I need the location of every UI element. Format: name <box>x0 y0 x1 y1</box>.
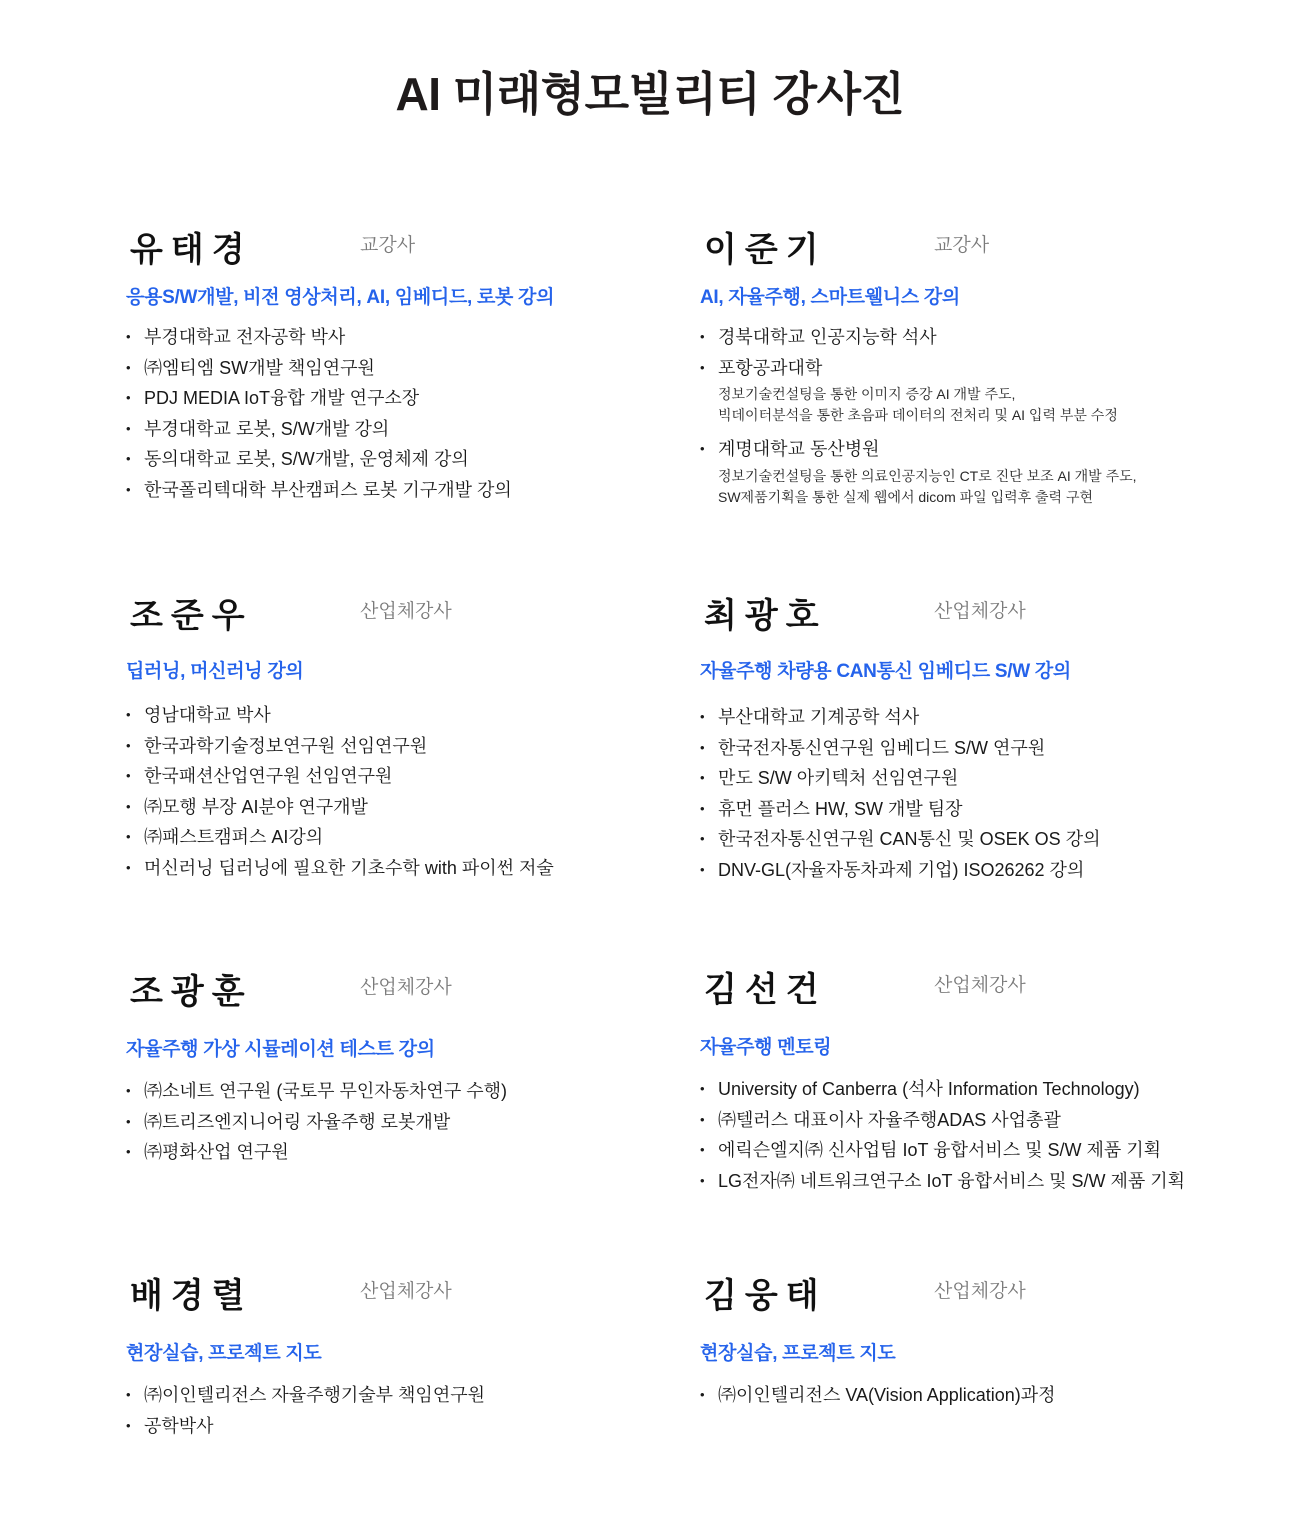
instructor-subject: AI, 자율주행, 스마트웰니스 강의 <box>700 287 960 308</box>
career-item: • 만도 S/W 아키텍처 선임연구원 <box>700 763 1100 794</box>
career-item: • ㈜트리즈엔지니어링 자율주행 로봇개발 <box>126 1107 507 1138</box>
career-item: • 동의대학교 로봇, S/W개발, 운영체제 강의 <box>126 444 512 475</box>
career-item: • 한국전자통신연구원 CAN통신 및 OSEK OS 강의 <box>700 824 1100 855</box>
instructor-role: 산업체강사 <box>360 977 452 998</box>
career-detail-line: 정보기술컨설팅을 통한 의료인공지능인 CT로 진단 보조 AI 개발 주도, <box>718 467 1137 484</box>
career-detail-line: 빅데이터분석을 통한 초음파 데이터의 전처리 및 AI 입력 부분 수정 <box>718 407 1118 423</box>
career-item: • 휴먼 플러스 HW, SW 개발 팀장 <box>700 794 1100 825</box>
career-item: • 한국과학기술정보연구원 선임연구원 <box>126 731 554 762</box>
career-item-detail <box>718 384 1137 426</box>
career-list <box>126 322 512 505</box>
career-list <box>700 702 1100 885</box>
instructor-name: 유태경 <box>130 231 253 269</box>
career-item: • ㈜평화산업 연구원 <box>126 1137 507 1168</box>
career-item: • 부산대학교 기계공학 석사 <box>700 702 1100 733</box>
instructor-name: 김웅태 <box>704 1277 827 1315</box>
career-item: • University of Canberra (석사 Information Technology) <box>700 1074 1185 1105</box>
instructor-subject: 자율주행 차량용 CAN통신 임베디드 S/W 강의 <box>700 661 1071 682</box>
career-item: • ㈜소네트 연구원 (국토무 무인자동차연구 수행) <box>126 1076 507 1107</box>
career-item: • ㈜이인텔리전스 VA(Vision Application)과정 <box>700 1380 1056 1411</box>
career-list <box>700 322 1137 516</box>
career-list <box>126 1380 485 1441</box>
career-item: • ㈜모행 부장 AI분야 연구개발 <box>126 792 554 823</box>
career-item-title: 계명대학교 동산병원 <box>718 439 880 459</box>
instructor-name: 최광호 <box>704 597 827 635</box>
instructor-subject: 자율주행 가상 시뮬레이션 테스트 강의 <box>126 1039 435 1060</box>
instructor-role: 산업체강사 <box>934 601 1026 622</box>
page-title: AI 미래형모빌리티 강사진 <box>395 68 905 120</box>
career-item: • 경북대학교 인공지능학 석사 <box>700 322 1137 353</box>
career-list <box>700 1074 1185 1196</box>
instructor-subject: 자율주행 멘토링 <box>700 1037 832 1058</box>
instructor-name: 조광훈 <box>130 973 253 1011</box>
instructor-role: 산업체강사 <box>934 975 1026 996</box>
career-list <box>126 700 554 883</box>
career-item: • 영남대학교 박사 <box>126 700 554 731</box>
career-item: • 공학박사 <box>126 1411 485 1442</box>
career-item: • ㈜이인텔리전스 자율주행기술부 책임연구원 <box>126 1380 485 1411</box>
instructor-name: 이준기 <box>704 231 827 269</box>
career-item: • ㈜패스트캠퍼스 AI강의 <box>126 822 554 853</box>
career-item: • DNV-GL(자율자동차과제 기업) ISO26262 강의 <box>700 855 1100 886</box>
career-item: • 에릭슨엘지㈜ 신사업팀 IoT 융합서비스 및 S/W 제품 기획 <box>700 1135 1185 1166</box>
instructor-role: 산업체강사 <box>360 601 452 622</box>
career-item: • PDJ MEDIA IoT융합 개발 연구소장 <box>126 383 512 414</box>
career-detail-line: 정보기술컨설팅을 통한 이미지 증강 AI 개발 주도, <box>718 386 1016 402</box>
instructor-subject: 응용S/W개발, 비전 영상처리, AI, 임베디드, 로봇 강의 <box>126 287 555 308</box>
career-item: • 부경대학교 전자공학 박사 <box>126 322 512 353</box>
instructor-name: 조준우 <box>130 597 253 635</box>
career-item: • ㈜텔러스 대표이사 자율주행ADAS 사업총괄 <box>700 1105 1185 1136</box>
instructor-subject: 현장실습, 프로젝트 지도 <box>700 1343 896 1364</box>
career-item <box>700 434 1137 508</box>
career-item-title: 포항공과대학 <box>718 357 823 378</box>
career-detail-line: SW제품기획을 통한 실제 웹에서 dicom 파일 입력후 출력 구현 <box>718 488 1094 505</box>
instructor-name: 김선건 <box>704 971 827 1009</box>
instructor-subject: 현장실습, 프로젝트 지도 <box>126 1343 322 1364</box>
instructor-role: 산업체강사 <box>934 1281 1026 1302</box>
instructor-name: 배경렬 <box>130 1277 253 1315</box>
career-item: • 한국전자통신연구원 임베디드 S/W 연구원 <box>700 733 1100 764</box>
career-list <box>126 1076 507 1168</box>
career-item: • ㈜엠티엠 SW개발 책임연구원 <box>126 353 512 384</box>
instructor-role: 산업체강사 <box>360 1281 452 1302</box>
instructor-subject: 딥러닝, 머신러닝 강의 <box>126 661 304 682</box>
career-item: • 한국폴리텍대학 부산캠퍼스 로봇 기구개발 강의 <box>126 475 512 506</box>
career-item-detail <box>718 466 1137 508</box>
career-item: • 부경대학교 로봇, S/W개발 강의 <box>126 414 512 445</box>
instructor-role: 교강사 <box>360 235 416 256</box>
career-list <box>700 1380 1056 1411</box>
career-item: • 머신러닝 딥러닝에 필요한 기초수학 with 파이썬 저술 <box>126 853 554 884</box>
career-item: • 한국패션산업연구원 선임연구원 <box>126 761 554 792</box>
instructor-role: 교강사 <box>934 235 990 256</box>
career-item <box>700 353 1137 427</box>
career-item: • LG전자㈜ 네트워크연구소 IoT 융합서비스 및 S/W 제품 기획 <box>700 1166 1185 1197</box>
